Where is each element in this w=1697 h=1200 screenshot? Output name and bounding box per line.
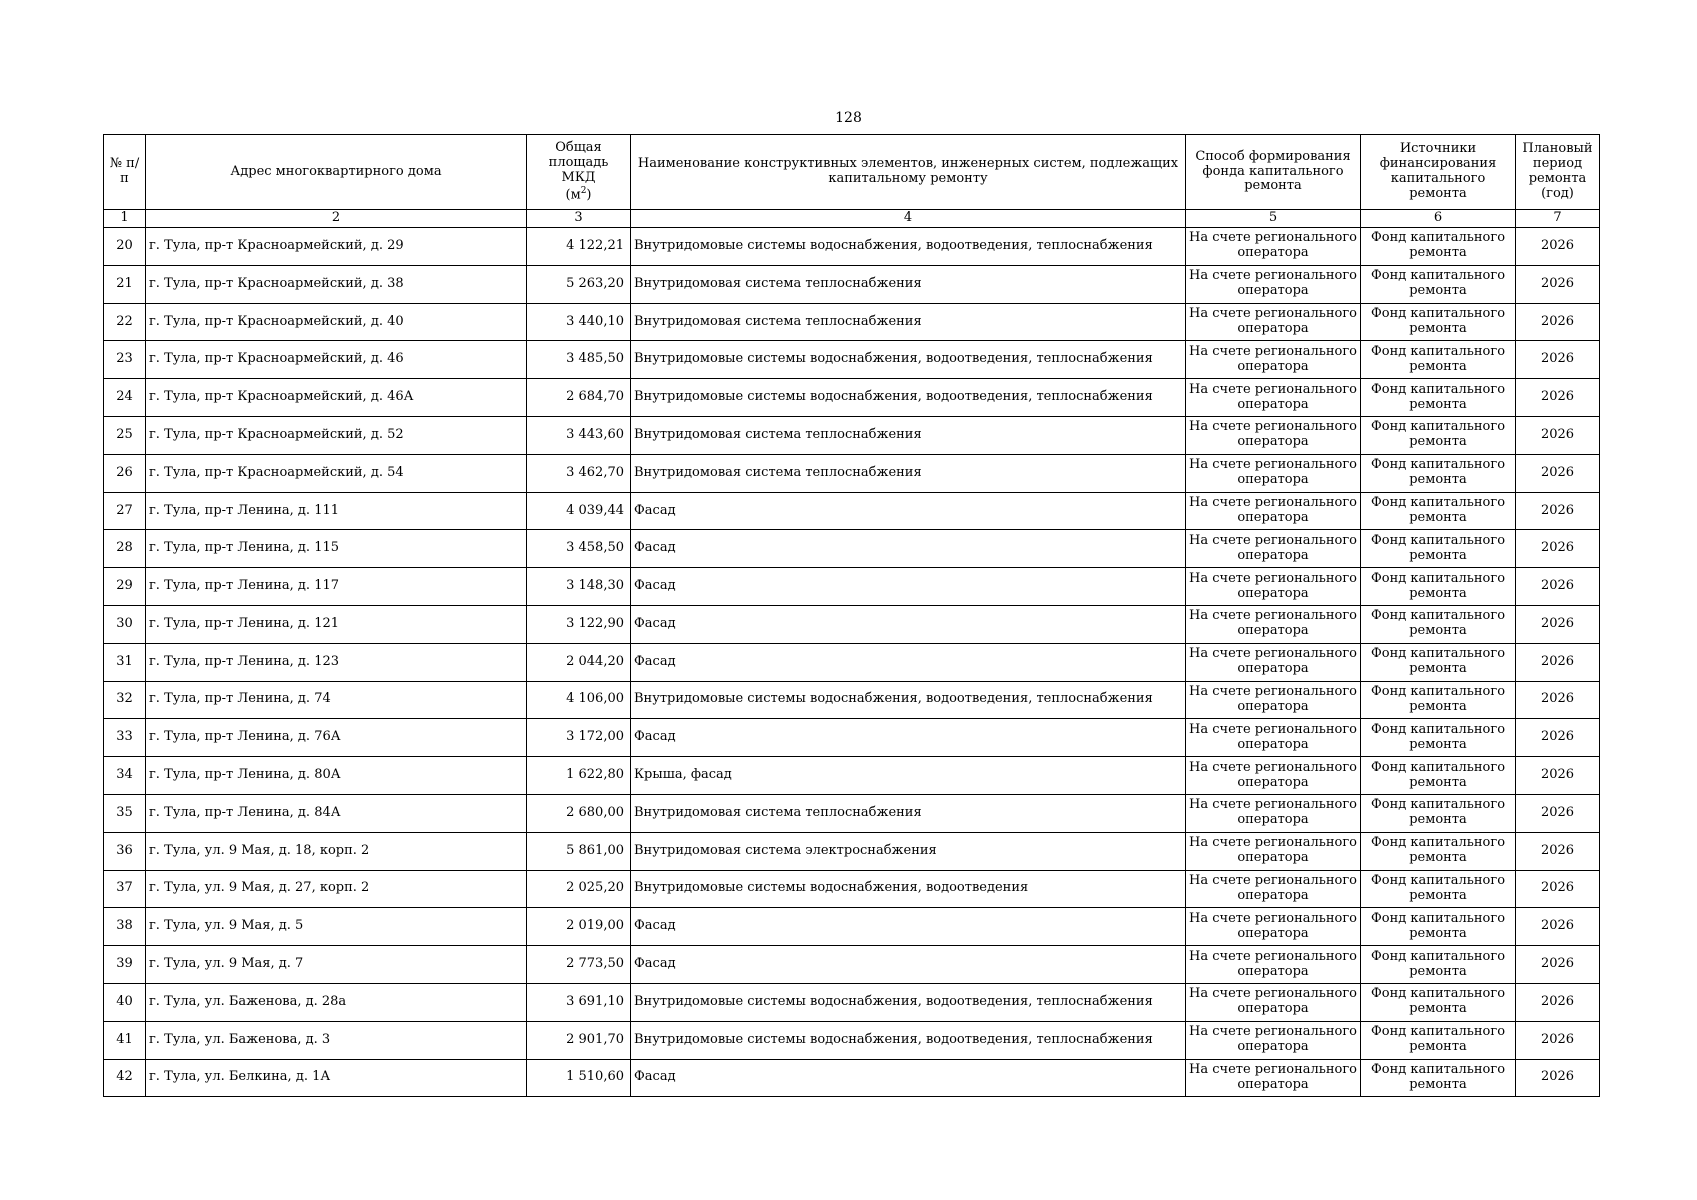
row-number: 20: [104, 228, 146, 266]
row-address: г. Тула, пр-т Красноармейский, д. 54: [146, 454, 527, 492]
row-address: г. Тула, пр-т Красноармейский, д. 52: [146, 416, 527, 454]
row-planned-year: 2026: [1516, 832, 1600, 870]
header-method: Способ формирования фонда капитального ремонта: [1186, 135, 1361, 210]
row-funding-source: Фонд капитального ремонта: [1361, 757, 1516, 795]
row-area: 2 773,50: [527, 946, 631, 984]
row-planned-year: 2026: [1516, 983, 1600, 1021]
row-address: г. Тула, пр-т Ленина, д. 117: [146, 568, 527, 606]
row-funding-source: Фонд капитального ремонта: [1361, 832, 1516, 870]
header-area-unit-power: 2: [580, 185, 587, 196]
row-area: 5 263,20: [527, 265, 631, 303]
row-planned-year: 2026: [1516, 1059, 1600, 1097]
table-row: [104, 1021, 1600, 1059]
row-area: 3 172,00: [527, 719, 631, 757]
row-elements: Внутридомовые системы водоснабжения, водоотведения, теплоснабжения: [631, 681, 1186, 719]
row-planned-year: 2026: [1516, 228, 1600, 266]
row-address: г. Тула, пр-т Красноармейский, д. 46А: [146, 379, 527, 417]
row-funding-method: На счете регионального оператора: [1186, 757, 1361, 795]
row-area: 4 039,44: [527, 492, 631, 530]
row-funding-source: Фонд капитального ремонта: [1361, 1059, 1516, 1097]
row-planned-year: 2026: [1516, 605, 1600, 643]
row-funding-method: На счете регионального оператора: [1186, 1021, 1361, 1059]
row-funding-source: Фонд капитального ремонта: [1361, 341, 1516, 379]
row-funding-source: Фонд капитального ремонта: [1361, 416, 1516, 454]
row-funding-source: Фонд капитального ремонта: [1361, 681, 1516, 719]
column-number: 1: [104, 210, 146, 228]
row-number: 24: [104, 379, 146, 417]
row-planned-year: 2026: [1516, 379, 1600, 417]
row-funding-method: На счете регионального оператора: [1186, 1059, 1361, 1097]
row-funding-source: Фонд капитального ремонта: [1361, 454, 1516, 492]
row-number: 38: [104, 908, 146, 946]
row-number: 36: [104, 832, 146, 870]
row-area: 3 458,50: [527, 530, 631, 568]
row-address: г. Тула, пр-т Красноармейский, д. 46: [146, 341, 527, 379]
row-address: г. Тула, пр-т Ленина, д. 80А: [146, 757, 527, 795]
row-number: 23: [104, 341, 146, 379]
row-elements: Фасад: [631, 605, 1186, 643]
row-address: г. Тула, ул. 9 Мая, д. 5: [146, 908, 527, 946]
row-number: 30: [104, 605, 146, 643]
row-planned-year: 2026: [1516, 908, 1600, 946]
row-funding-source: Фонд капитального ремонта: [1361, 379, 1516, 417]
row-funding-method: На счете регионального оператора: [1186, 341, 1361, 379]
row-area: 5 861,00: [527, 832, 631, 870]
row-number: 32: [104, 681, 146, 719]
row-planned-year: 2026: [1516, 454, 1600, 492]
row-funding-source: Фонд капитального ремонта: [1361, 983, 1516, 1021]
row-area: 4 106,00: [527, 681, 631, 719]
row-number: 26: [104, 454, 146, 492]
row-address: г. Тула, пр-т Красноармейский, д. 40: [146, 303, 527, 341]
table-row: [104, 719, 1600, 757]
row-elements: Внутридомовая система теплоснабжения: [631, 265, 1186, 303]
row-elements: Фасад: [631, 568, 1186, 606]
row-elements: Фасад: [631, 530, 1186, 568]
row-area: 2 025,20: [527, 870, 631, 908]
row-funding-source: Фонд капитального ремонта: [1361, 1021, 1516, 1059]
row-planned-year: 2026: [1516, 870, 1600, 908]
row-funding-source: Фонд капитального ремонта: [1361, 946, 1516, 984]
row-planned-year: 2026: [1516, 643, 1600, 681]
row-elements: Внутридомовые системы водоснабжения, водоотведения, теплоснабжения: [631, 1021, 1186, 1059]
row-number: 41: [104, 1021, 146, 1059]
row-funding-method: На счете регионального оператора: [1186, 870, 1361, 908]
row-planned-year: 2026: [1516, 530, 1600, 568]
row-address: г. Тула, пр-т Красноармейский, д. 29: [146, 228, 527, 266]
row-number: 21: [104, 265, 146, 303]
row-address: г. Тула, пр-т Ленина, д. 111: [146, 492, 527, 530]
table-row: [104, 605, 1600, 643]
row-funding-method: На счете регионального оператора: [1186, 908, 1361, 946]
row-elements: Фасад: [631, 492, 1186, 530]
header-year: Плановый период ремонта (год): [1516, 135, 1600, 210]
column-number: 5: [1186, 210, 1361, 228]
row-funding-method: На счете регионального оператора: [1186, 379, 1361, 417]
row-area: 2 680,00: [527, 794, 631, 832]
row-number: 33: [104, 719, 146, 757]
row-elements: Внутридомовые системы водоснабжения, водоотведения, теплоснабжения: [631, 983, 1186, 1021]
table-row: [104, 643, 1600, 681]
row-address: г. Тула, пр-т Ленина, д. 121: [146, 605, 527, 643]
header-area: [527, 135, 631, 210]
row-funding-method: На счете регионального оператора: [1186, 983, 1361, 1021]
row-planned-year: 2026: [1516, 341, 1600, 379]
row-elements: Фасад: [631, 908, 1186, 946]
row-planned-year: 2026: [1516, 794, 1600, 832]
row-elements: Крыша, фасад: [631, 757, 1186, 795]
row-area: 3 691,10: [527, 983, 631, 1021]
row-elements: Фасад: [631, 946, 1186, 984]
row-funding-source: Фонд капитального ремонта: [1361, 265, 1516, 303]
row-funding-method: На счете регионального оператора: [1186, 303, 1361, 341]
row-area: 4 122,21: [527, 228, 631, 266]
row-address: г. Тула, ул. Баженова, д. 3: [146, 1021, 527, 1059]
table-row: [104, 946, 1600, 984]
row-number: 31: [104, 643, 146, 681]
row-elements: Фасад: [631, 643, 1186, 681]
header-area-unit-close: ): [586, 187, 592, 203]
row-elements: Внутридомовая система теплоснабжения: [631, 416, 1186, 454]
table-row: [104, 908, 1600, 946]
row-funding-method: На счете регионального оператора: [1186, 832, 1361, 870]
row-area: 2 684,70: [527, 379, 631, 417]
row-funding-source: Фонд капитального ремонта: [1361, 568, 1516, 606]
row-number: 34: [104, 757, 146, 795]
row-planned-year: 2026: [1516, 492, 1600, 530]
row-planned-year: 2026: [1516, 1021, 1600, 1059]
row-funding-source: Фонд капитального ремонта: [1361, 492, 1516, 530]
table-row: [104, 530, 1600, 568]
row-address: г. Тула, пр-т Ленина, д. 74: [146, 681, 527, 719]
row-number: 39: [104, 946, 146, 984]
row-number: 40: [104, 983, 146, 1021]
row-address: г. Тула, ул. 9 Мая, д. 7: [146, 946, 527, 984]
row-funding-method: На счете регионального оператора: [1186, 568, 1361, 606]
row-funding-method: На счете регионального оператора: [1186, 492, 1361, 530]
row-number: 28: [104, 530, 146, 568]
row-funding-source: Фонд капитального ремонта: [1361, 908, 1516, 946]
row-funding-source: Фонд капитального ремонта: [1361, 719, 1516, 757]
row-address: г. Тула, ул. Баженова, д. 28а: [146, 983, 527, 1021]
header-area-label: Общая площадь МКД: [548, 139, 609, 185]
table-row: [104, 492, 1600, 530]
row-elements: Фасад: [631, 719, 1186, 757]
table-row: [104, 757, 1600, 795]
row-planned-year: 2026: [1516, 946, 1600, 984]
column-number: 2: [146, 210, 527, 228]
row-funding-source: Фонд капитального ремонта: [1361, 643, 1516, 681]
row-address: г. Тула, пр-т Красноармейский, д. 38: [146, 265, 527, 303]
row-address: г. Тула, пр-т Ленина, д. 115: [146, 530, 527, 568]
row-funding-method: На счете регионального оператора: [1186, 681, 1361, 719]
table-row: [104, 265, 1600, 303]
column-number-row: [104, 210, 1600, 228]
row-funding-method: На счете регионального оператора: [1186, 265, 1361, 303]
row-planned-year: 2026: [1516, 757, 1600, 795]
table-row: [104, 228, 1600, 266]
row-planned-year: 2026: [1516, 719, 1600, 757]
header-address: Адрес многоквартирного дома: [146, 135, 527, 210]
row-funding-method: На счете регионального оператора: [1186, 228, 1361, 266]
row-number: 29: [104, 568, 146, 606]
table-row: [104, 681, 1600, 719]
table-header-row: [104, 135, 1600, 210]
row-funding-source: Фонд капитального ремонта: [1361, 794, 1516, 832]
row-funding-method: На счете регионального оператора: [1186, 416, 1361, 454]
row-area: 2 019,00: [527, 908, 631, 946]
table-row: [104, 1059, 1600, 1097]
row-area: 3 148,30: [527, 568, 631, 606]
repair-plan-table: [103, 134, 1600, 1097]
row-area: 3 462,70: [527, 454, 631, 492]
header-number: № п/п: [104, 135, 146, 210]
row-area: 3 440,10: [527, 303, 631, 341]
table-row: [104, 379, 1600, 417]
table-row: [104, 341, 1600, 379]
header-source: Источники финансирования капитального ремонта: [1361, 135, 1516, 210]
table-row: [104, 983, 1600, 1021]
header-elements: Наименование конструктивных элементов, инженерных систем, подлежащих капитальному ремонту: [631, 135, 1186, 210]
row-funding-source: Фонд капитального ремонта: [1361, 870, 1516, 908]
row-funding-method: На счете регионального оператора: [1186, 605, 1361, 643]
row-area: 1 622,80: [527, 757, 631, 795]
header-area-unit: (м: [565, 187, 581, 203]
row-funding-source: Фонд капитального ремонта: [1361, 605, 1516, 643]
table-row: [104, 568, 1600, 606]
row-number: 35: [104, 794, 146, 832]
row-elements: Внутридомовая система электроснабжения: [631, 832, 1186, 870]
row-elements: Внутридомовые системы водоснабжения, водоотведения, теплоснабжения: [631, 228, 1186, 266]
row-number: 27: [104, 492, 146, 530]
row-funding-method: На счете регионального оператора: [1186, 643, 1361, 681]
row-address: г. Тула, пр-т Ленина, д. 84А: [146, 794, 527, 832]
row-elements: Внутридомовая система теплоснабжения: [631, 303, 1186, 341]
table-row: [104, 870, 1600, 908]
row-planned-year: 2026: [1516, 681, 1600, 719]
row-area: 2 044,20: [527, 643, 631, 681]
row-area: 1 510,60: [527, 1059, 631, 1097]
row-elements: Фасад: [631, 1059, 1186, 1097]
row-area: 3 485,50: [527, 341, 631, 379]
row-area: 3 443,60: [527, 416, 631, 454]
row-number: 37: [104, 870, 146, 908]
row-funding-source: Фонд капитального ремонта: [1361, 228, 1516, 266]
row-area: 2 901,70: [527, 1021, 631, 1059]
row-funding-source: Фонд капитального ремонта: [1361, 530, 1516, 568]
row-funding-method: На счете регионального оператора: [1186, 454, 1361, 492]
column-number: 4: [631, 210, 1186, 228]
row-planned-year: 2026: [1516, 303, 1600, 341]
table-row: [104, 303, 1600, 341]
row-address: г. Тула, ул. 9 Мая, д. 18, корп. 2: [146, 832, 527, 870]
table-body: [104, 228, 1600, 1097]
row-funding-method: На счете регионального оператора: [1186, 794, 1361, 832]
row-elements: Внутридомовые системы водоснабжения, водоотведения: [631, 870, 1186, 908]
row-address: г. Тула, пр-т Ленина, д. 123: [146, 643, 527, 681]
row-number: 25: [104, 416, 146, 454]
row-funding-method: На счете регионального оператора: [1186, 946, 1361, 984]
row-number: 42: [104, 1059, 146, 1097]
column-number: 6: [1361, 210, 1516, 228]
row-planned-year: 2026: [1516, 416, 1600, 454]
row-address: г. Тула, ул. 9 Мая, д. 27, корп. 2: [146, 870, 527, 908]
column-number: 3: [527, 210, 631, 228]
table-row: [104, 832, 1600, 870]
table-row: [104, 454, 1600, 492]
row-funding-method: На счете регионального оператора: [1186, 719, 1361, 757]
row-funding-source: Фонд капитального ремонта: [1361, 303, 1516, 341]
row-funding-method: На счете регионального оператора: [1186, 530, 1361, 568]
column-number: 7: [1516, 210, 1600, 228]
row-address: г. Тула, ул. Белкина, д. 1А: [146, 1059, 527, 1097]
row-planned-year: 2026: [1516, 265, 1600, 303]
row-address: г. Тула, пр-т Ленина, д. 76А: [146, 719, 527, 757]
row-planned-year: 2026: [1516, 568, 1600, 606]
row-elements: Внутридомовые системы водоснабжения, водоотведения, теплоснабжения: [631, 379, 1186, 417]
row-elements: Внутридомовая система теплоснабжения: [631, 794, 1186, 832]
table-row: [104, 416, 1600, 454]
row-elements: Внутридомовые системы водоснабжения, водоотведения, теплоснабжения: [631, 341, 1186, 379]
page-number: 128: [835, 110, 862, 126]
row-number: 22: [104, 303, 146, 341]
table-row: [104, 794, 1600, 832]
row-elements: Внутридомовая система теплоснабжения: [631, 454, 1186, 492]
row-area: 3 122,90: [527, 605, 631, 643]
